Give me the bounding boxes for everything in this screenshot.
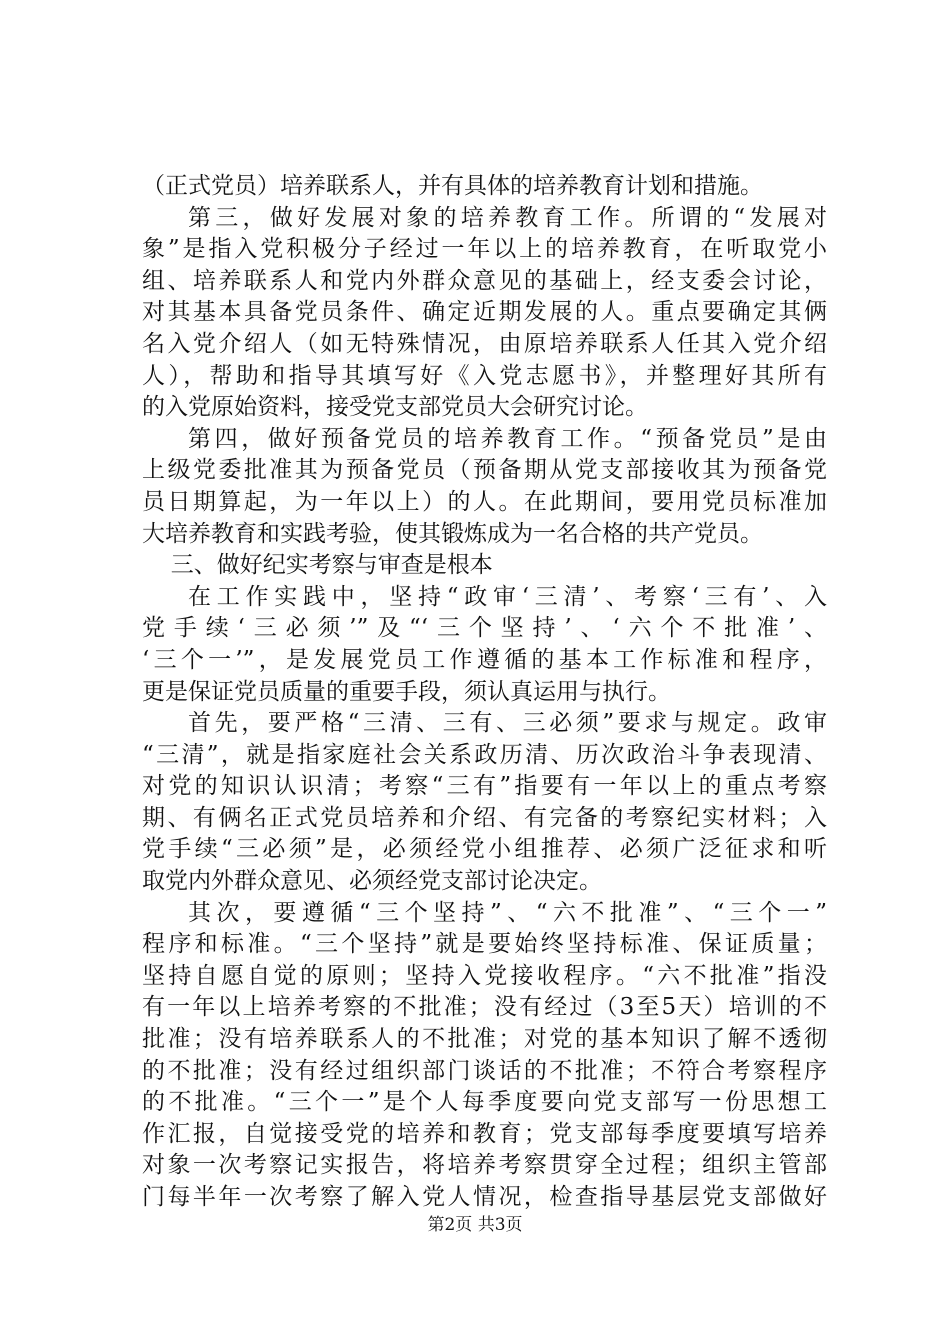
text-line: 坚持自愿自觉的原则；坚持入党接收程序。“六不批准”指没 — [142, 962, 827, 989]
text-line: 三、做好纪实考察与审查是根本 — [170, 552, 493, 579]
text-line: “三清”，就是指家庭社会关系政历清、历次政治斗争表现清、 — [142, 741, 827, 768]
text-line: （正式党员）培养联系人，并有具体的培养教育计划和措施。 — [142, 173, 763, 199]
text-line: 期、有俩名正式党员培养和介绍、有完备的考察纪实材料；入 — [142, 804, 827, 831]
text-line: 在工作实践中，坚持“政审‘三清’、考察‘三有’、入 — [188, 583, 827, 610]
text-line: 党手续‘三必须’”及“‘三个坚持’、‘六个不批准’、 — [142, 615, 827, 642]
text-line: 党手续“三必须”是，必须经党小组推荐、必须广泛征求和听 — [142, 836, 827, 863]
text-line: 取党内外群众意见、必须经党支部讨论决定。 — [142, 868, 602, 895]
text-line: 人），帮助和指导其填写好《入党志愿书》，并整理好其所有 — [142, 362, 827, 389]
text-line: 对其基本具备党员条件、确定近期发展的人。重点要确定其俩 — [142, 299, 827, 326]
text-line: 的不批准。“三个一”是个人每季度要向党支部写一份思想工 — [142, 1089, 827, 1116]
text-line: 批准；没有培养联系人的不批准；对党的基本知识了解不透彻 — [142, 1026, 827, 1053]
text-line: 有一年以上培养考察的不批准；没有经过（3至5天）培训的不 — [142, 994, 827, 1021]
text-line: 程序和标准。“三个坚持”就是要始终坚持标准、保证质量； — [142, 931, 827, 958]
body-text — [142, 171, 827, 1214]
text-line: 上级党委批准其为预备党员（预备期从党支部接收其为预备党 — [142, 457, 827, 484]
text-line: 第四，做好预备党员的培养教育工作。“预备党员”是由 — [188, 425, 827, 452]
text-line: 的不批准；没有经过组织部门谈话的不批准；不符合考察程序 — [142, 1057, 827, 1084]
text-line: 门每半年一次考察了解入党人情况，检查指导基层党支部做好 — [142, 1184, 827, 1210]
text-line: 员日期算起，为一年以上）的人。在此期间，要用党员标准加 — [142, 488, 827, 515]
text-line: 作汇报，自觉接受党的培养和教育；党支部每季度要填写培养 — [142, 1120, 827, 1147]
text-line: 对党的知识认识清；考察“三有”指要有一年以上的重点考察 — [142, 773, 827, 800]
text-line: 第三，做好发展对象的培养教育工作。所谓的“发展对 — [188, 204, 827, 231]
text-line: 象”是指入党积极分子经过一年以上的培养教育，在听取党小 — [142, 236, 827, 263]
text-line: 组、培养联系人和党内外群众意见的基础上，经支委会讨论， — [142, 267, 827, 294]
text-line: 其次，要遵循“三个坚持”、“六不批准”、“三个一” — [188, 899, 827, 926]
page-footer: 第2页 共3页 — [427, 1215, 523, 1235]
text-line: 对象一次考察记实报告，将培养考察贯穿全过程；组织主管部 — [142, 1152, 827, 1179]
text-line: 首先，要严格“三清、三有、三必须”要求与规定。政审 — [188, 710, 827, 737]
text-line: 名入党介绍人（如无特殊情况，由原培养联系人任其入党介绍 — [142, 330, 827, 357]
text-line: 的入党原始资料，接受党支部党员大会研究讨论。 — [142, 394, 648, 421]
text-line: ‘三个一’”，是发展党员工作遵循的基本工作标准和程序， — [142, 646, 827, 673]
text-line: 更是保证党员质量的重要手段，须认真运用与执行。 — [142, 678, 671, 705]
text-line: 大培养教育和实践考验，使其锻炼成为一名合格的共产党员。 — [142, 520, 763, 547]
